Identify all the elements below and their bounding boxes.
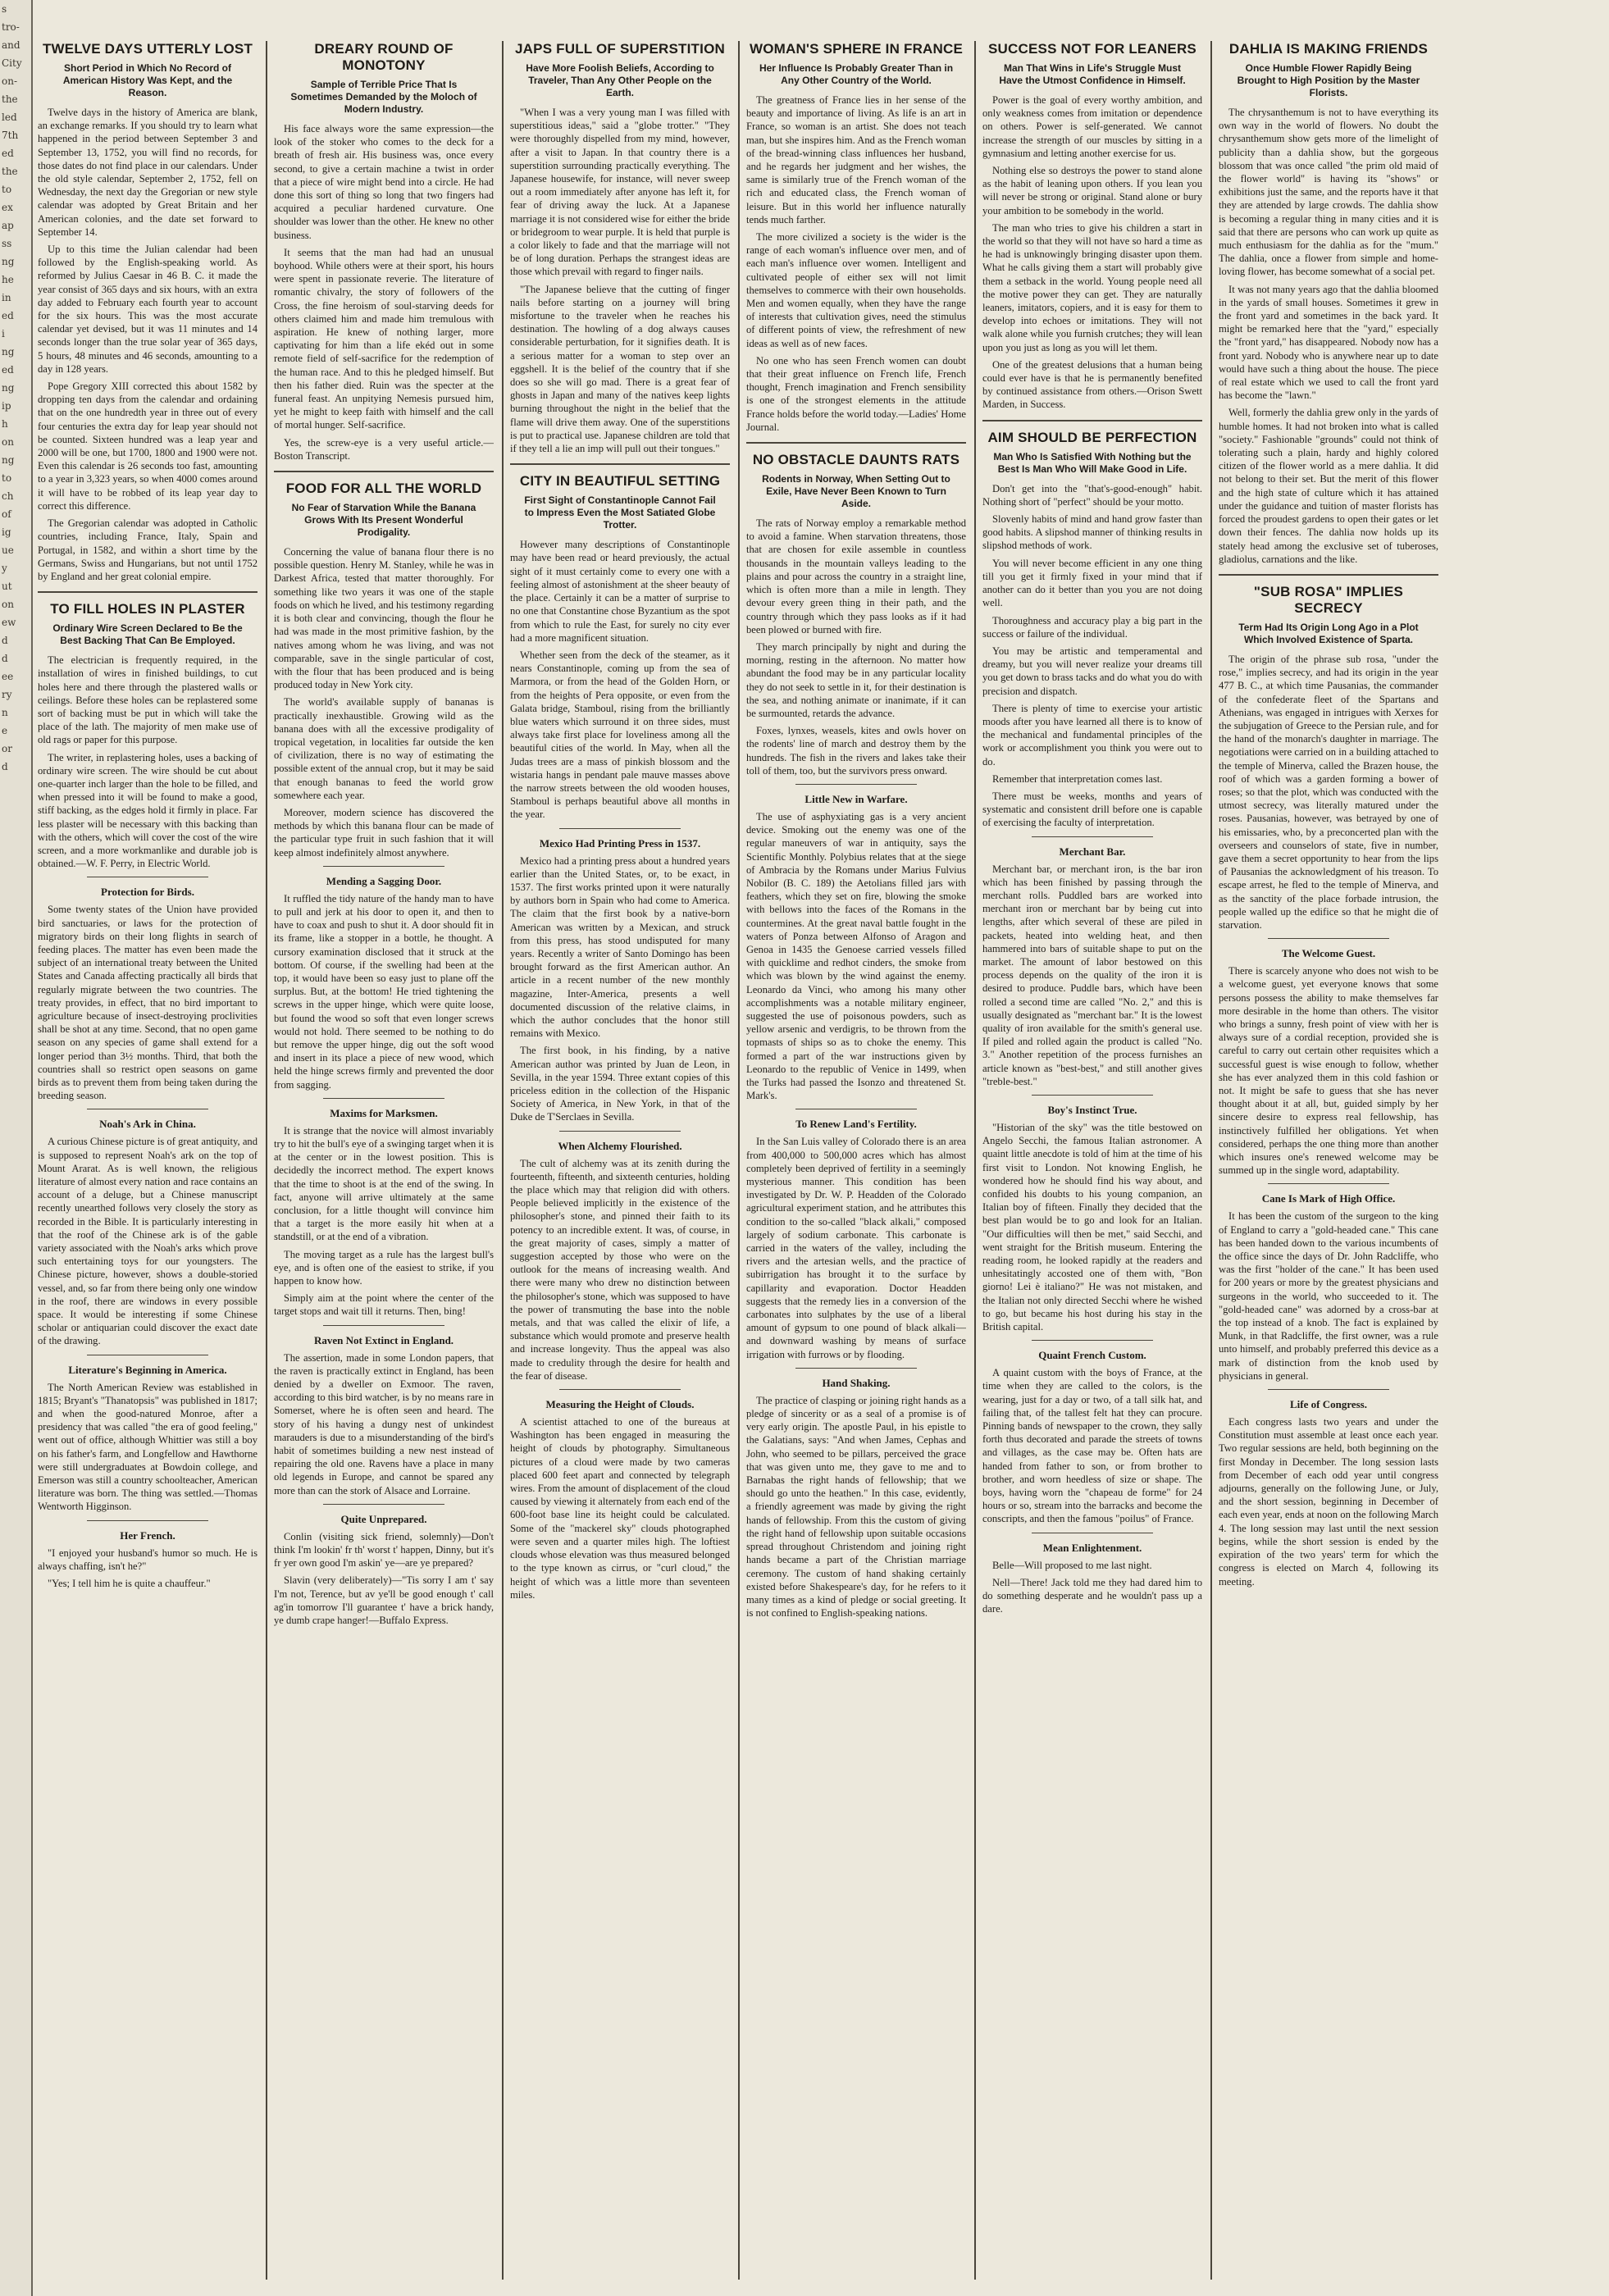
edge-fragment: h	[2, 418, 8, 430]
paragraph: There is scarcely anyone who does not wish to be a welcome guest, yet everyone knows that some persons possess the ability to make themselves far more desirable in the home than others. The visitor who brings a sunny, fresh point of view with her is always sure of a cordial reception, provided she is careful to carry out certain other requisites which a successful guest is wise enough to follow, whether she has ever analyzed them in this cold fashion or not. It might be safe to guess that she has never thought about it at all, but, guided simply by her sincere desire to express real fellowship, has instinctively fulfilled her obligations. Yet when considered, perhaps the one thing more than another which insures one's renewed welcome may be summed up in the single word, adaptability.	[1219, 965, 1438, 1177]
item-divider	[1268, 1389, 1389, 1390]
subhead: The Welcome Guest.	[1281, 947, 1376, 960]
edge-fragment: ee	[2, 671, 14, 682]
deck: No Fear of Starvation While the Banana Grows With Its Present Wonderful Prodigality.	[291, 502, 476, 539]
edge-fragment: s	[2, 3, 7, 15]
edge-fragment: on	[2, 436, 14, 448]
deck: Sample of Terrible Price That Is Sometimes Demanded by the Moloch of Modern Industry.	[290, 79, 477, 115]
item-alchemy	[510, 1140, 730, 1383]
edge-fragment: the	[2, 166, 18, 177]
paragraph: A quaint custom with the boys of France, at the time when they are called to the colors, is the wearing, just for a day or two, of a tall silk hat, and failing that, of the tallest felt hat they can procure. Pinning bands of newspaper to the crown, they sally forth thus decorated and parade the streets of towns and villages, as the case may be. Often hats are handed from father to son, or from brother to brother, and worn heedless of size or shape. The boys, having worn the "chapeau de forme" for 24 hours or so, stream into the barracks and become the conscripts, and then the famous "poilus" of France.	[982, 1367, 1202, 1525]
paragraph: The use of asphyxiating gas is a very ancient device. Smoking out the enemy was one of the regular maneuvers of war in antiquity, says the Scientific Monthly. Polybius relates that at the siege of Ambracia by the Romans under Marius Fulvius Nobilor (B. C. 189) the Aetolians filled jars with feathers, which they set on fire, blowing the smoke with bellows into the faces of the Romans in the countermines. At the great naval battle fought in the waters of Ponza between Alfonso of Aragon and Genoa in 1435 the Genoese carried vessels filled with quicklime and redhot cinders, the smoke from which was blown by the wind against the enemy. Leonardo da Vinci, who among his many other accomplishments was a notable military engineer, suggested the use of poisonous powders, such as yellow arsenic and verdigris, to be thrown from the topmasts of ships so as to choke the enemy. This formed a part of the war instructions given by Leonardo to the republic of Venice in 1499, when the Turks had passed the Isonzo and threatened St. Mark's.	[746, 810, 966, 1102]
paragraph: Conlin (visiting sick friend, solemnly)—Don't think I'm lookin' fr th' worst t' happen, Dinny, but it's fr yer own good I'm askin' ye—are ye prepared?	[274, 1530, 494, 1569]
deck: Her Influence Is Probably Greater Than in Any Other Country of the World.	[759, 62, 954, 86]
subhead: Measuring the Height of Clouds.	[545, 1398, 695, 1411]
edge-fragment: and	[2, 39, 21, 51]
item-divider	[323, 1504, 444, 1505]
item-warfare	[746, 793, 966, 1102]
paragraph: Each congress lasts two years and under the Constitution must assemble at least once each year. Two regular sessions are held, both beginning on the first Monday in December. The long session lasts from December of each odd year until congress adjourns, generally on the following June, or July, and the short session, beginning in December of each even year, ends at noon on the following March 4. The long session may last until the next session begins, while the short session is ended by the expiration of the two years' term for which the congress is elected on March 4, following its meeting.	[1219, 1416, 1438, 1588]
column-rule	[266, 41, 267, 2280]
edge-fragment: ed	[2, 148, 14, 159]
headline: "SUB ROSA" IMPLIES SECRECY	[1253, 583, 1404, 616]
paragraph: The cult of alchemy was at its zenith during the fourteenth, fifteenth, and sixteenth centuries, holding the place which may that religion did with others. People believed implicitly in the existence of the philosopher's stone, and pinned their faith to its potency to an incredible extent. It was, of course, in the great majority of cases, simply a matter of suggestion accepted by those who were on the outlook for the means of increasing wealth. And there were many who drew no distinction between the philosopher's stone, which was supposed to have the power of transmuting the base into the noble metals, and that was called the elixir of life, a substance which would promote and preserve health and increase longevity. Thus the appeal was also made to credulity through the desire for health and the fear of disease.	[510, 1157, 730, 1382]
edge-fragment: ng	[2, 256, 15, 267]
item-merchant-bar	[982, 845, 1202, 1088]
deck: Man Who Is Satisfied With Nothing but the Best Is Man Who Will Make Good in Life.	[993, 450, 1192, 475]
paragraph: Concerning the value of banana flour there is no possible question. Henry M. Stanley, while he was in Darkest Africa, tested that matter thoroughly. For something like two years it was one of the staple foods on which he lived, and his testimony regarding it is both clear and convincing, though the flour he had was made in the most primitive fashion, by the natives among whom he was living, and was not comparable, save in the single particular of cost, with the flour that has been produced and is being produced today in New York city.	[274, 546, 494, 691]
edge-fragment: 7th	[2, 130, 19, 141]
headline: SUCCESS NOT FOR LEANERS	[988, 41, 1196, 57]
edge-fragment: ng	[2, 454, 15, 466]
paragraph: No one who has seen French women can doubt that their great influence on French life, French thought, French imagination and French sensibility is one of the strongest elements in the attitude France holds before the world today.—Ladies' Home Journal.	[746, 354, 966, 433]
subhead: Boy's Instinct True.	[1047, 1104, 1137, 1116]
columns-area	[38, 41, 1596, 2280]
edge-fragment: ut	[2, 581, 12, 592]
edge-fragment: e	[2, 725, 8, 736]
item-hand-shaking	[746, 1377, 966, 1620]
edge-fragment: ew	[2, 617, 16, 628]
edge-fragment: to	[2, 472, 12, 484]
item-divider	[559, 1389, 681, 1390]
article-japs	[510, 41, 730, 455]
item-sagging-door	[274, 875, 494, 1091]
headline: TWELVE DAYS UTTERLY LOST	[42, 41, 253, 57]
item-divider	[1268, 1183, 1389, 1184]
paragraph: "When I was a very young man I was filled with superstitious ideas," said a "globe trotter." "They were thoroughly dispelled from my mind, however, after a visit to Japan. In that country there is a superstition surrounding practically everything. The Japanese housewife, for instance, will never sweep out a room immediately after anyone has left it, for fear of driving away the luck. At a Japanese marriage it is not considered wise for either the bride or bridegroom to wear purple. It is held that purple is a color likely to fade and that the marriage will not be of long duration. Perhaps the strangest ideas are those which prevail with regard to finger nails.	[510, 107, 730, 278]
paragraph: "I enjoyed your husband's humor so much. He is always chaffing, isn't he?"	[38, 1547, 258, 1572]
paragraph: The Gregorian calendar was adopted in Catholic countries, including France, Italy, Spain and Portugal, in 1582, and within a short time by the Germans, Swiss and Hungarians, but not until 1752 by England and her great colonial empire.	[38, 517, 258, 582]
paragraph: Belle—Will proposed to me last night.	[992, 1559, 1152, 1571]
column-1	[38, 41, 258, 2280]
subhead: To Renew Land's Fertility.	[795, 1118, 917, 1131]
paragraph: A curious Chinese picture is of great antiquity, and is supposed to represent Noah's ark on the top of Mount Ararat. As is well known, the religious literature of almost every nation and race contains an account of a deluge, but a Chinese manuscript recently unearthed follows very closely the story as recorded in the Bible. It is particularly interesting in that the roof of the Chinese ark is of the gable variety associated with the Noah's arks which prove such entertaining toys for our youngsters. The Chinese picture, however, shows a double-storied vessel, and, so far from there being only one window in the roof, there are windows in every possible space. It would be interesting if some Chinese scholar or antiquarian could discover the exact date of the drawing.	[38, 1136, 258, 1347]
item-literature	[38, 1364, 258, 1514]
column-3	[510, 41, 730, 2280]
article-success	[982, 41, 1202, 412]
item-boys-instinct	[982, 1104, 1202, 1333]
subhead: Her French.	[120, 1528, 175, 1542]
paragraph: The chrysanthemum is not to have everything its own way in the world of flowers. No doubt the chrysanthemum show gets more of the limelight of publicity than a dahlia show, but the gorgeous blossom that was once called "the prim old maid of the flower world" is having its "shows" or exhibitions just the same, and the reports have it that they are attended by large crowds. The dahlia show is becoming a regular thing in many cities and it is said that there are persons who can work up quite as much enthusiasm for the dahlia as for the "mum." The dahlia, once a flower from simple and home-loving flower, has become somewhat of a social pet.	[1219, 107, 1438, 278]
paragraph: "Yes; I tell him he is quite a chauffeur."	[48, 1578, 211, 1590]
item-divider	[559, 828, 681, 829]
edge-fragment: on	[2, 599, 14, 610]
subhead: Literature's Beginning in America.	[68, 1363, 227, 1376]
paragraph: Twelve days in the history of America are blank, an exchange remarks. If you should try to learn what happened in the period between September 3 and September 13, 1752, you will find no records, for those dates do not find place in our calendars. Under the old style calendar, September 2, 1752, fell on Wednesday, the next day the Gregorian or new style calendar was adopted by Great Britain and her American colonies, and the date set forward to September 14.	[38, 107, 258, 238]
paragraph: There is plenty of time to exercise your artistic moods after you have learned all there is to know of the mechanical and fundamental principles of the work or accomplishment you think you were out to do.	[982, 702, 1202, 768]
paragraph: A scientist attached to one of the bureaus at Washington has been engaged in measuring the height of clouds by photography. Simultaneous pictures of a cloud were made by two cameras placed 600 feet apart and connected by telegraph wires. From the amount of displacement of the cloud caused by viewing it alternately from each end of the 600-foot base line its height could be calculated. Some of the "mackerel sky" clouds photographed were seven and a quarter miles high. The loftiest clouds whose elevation was thus measured belonged to the type known as cirrus, or "curl cloud," the height of which was a little more than seventeen miles.	[510, 1416, 730, 1601]
column-rule	[974, 41, 976, 2280]
paragraph: "The Japanese believe that the cutting of finger nails before starting on a journey will bring misfortune to the traveler when he reaches his destination. The howling of a dog always causes considerable perturbation, for it signifies death. It is a serious matter for a woman to step over an eggshell. It is the belief of the country that if she does so she will go mad. There is a great fear of ghosts in Japan and many of the natives keep lights burning throughout the night in the belief that the flame will drive them away. One of the superstitions is put to practical use. Japanese children are told that if they tell a lie an imp will pull out their tongues."	[510, 283, 730, 455]
paragraph: Simply aim at the point where the center of the target stops and wait till it returns. Then, bing!	[274, 1292, 494, 1318]
paragraph: Slovenly habits of mind and hand grow faster than good habits. A slipshod manner of thinking results in slipshod methods of work.	[982, 513, 1202, 552]
subhead: Hand Shaking.	[822, 1376, 891, 1389]
edge-fragment: n	[2, 707, 8, 718]
article-woman-france	[746, 41, 966, 434]
column-6	[1219, 41, 1579, 2280]
article-dahlia	[1219, 41, 1438, 566]
paragraph: It has been the custom of the surgeon to the king of England to carry a "gold-headed cane." This cane has been handed down to the various incumbents of the office since the days of Dr. John Radcliffe, who was the first "holder of the cane." It has been used for 200 years or more by the greatest physicians and surgeons in the world, who succeeded to it. The "gold-headed cane" was adorned by a cross-bar at the top instead of a knob. The fact is explained by Munk, in that Radcliffe, the first owner, was a rule unto himself, and probably preferred this device as a mark of distinction from the knob used by physicians in general.	[1219, 1210, 1438, 1382]
paragraph: There must be weeks, months and years of systematic and consistent drill before one is capable of exercising the faculty of interpretation.	[982, 790, 1202, 829]
item-divider	[323, 1325, 444, 1326]
subhead: Merchant Bar.	[1059, 845, 1126, 858]
item-divider	[323, 866, 444, 867]
deck: Rodents in Norway, When Setting Out to Exile, Have Never Been Known to Turn Aside.	[762, 473, 950, 510]
paragraph: Moreover, modern science has discovered the methods by which this banana flour can be made of the particular type fruit in such fashion that it will keep almost indefinitely almost anywhere.	[274, 806, 494, 859]
paragraph: The rats of Norway employ a remarkable method to avoid a famine. When starvation threatens, those that are chosen for exile assemble in countless thousands in the mountain valleys leading to the plains and pour across the country in a straight line, which is often more than a mile in length. They devour every green thing in their path, and the country through which they pass looks as if it had been plowed or burned with fire.	[746, 517, 966, 636]
item-clouds	[510, 1398, 730, 1601]
section-divider	[746, 442, 966, 444]
subhead: Maxims for Marksmen.	[330, 1106, 438, 1119]
item-divider	[795, 784, 917, 785]
paragraph: Up to this time the Julian calendar had been followed by the English-speaking world. As reformed by Julius Caesar in 46 B. C. it made the year consist of 365 days and six hours, with an extra day added to February each fourth year to account for the six hours. This was the most accurate calendar yet devised, but it was 11 minutes and 14 seconds longer than the true solar year of 365 days, 5 hours, 48 minutes and 46 seconds, amounting to a day in 128 years.	[38, 244, 258, 375]
item-protection-birds	[38, 886, 258, 1102]
paragraph: Don't get into the "that's-good-enough" habit. Nothing short of "perfect" should be your motto.	[982, 482, 1202, 508]
column-4	[746, 41, 966, 2280]
item-unprepared	[274, 1513, 494, 1627]
paragraph: You may be artistic and temperamental and dreamy, but you will never realize your dreams till you get down to brass tacks and do what you do with precision and dispatch.	[982, 645, 1202, 697]
article-plaster	[38, 601, 258, 870]
subhead: Quite Unprepared.	[340, 1512, 427, 1525]
subhead: When Alchemy Flourished.	[558, 1139, 682, 1152]
article-food	[274, 481, 494, 859]
section-divider	[510, 463, 730, 465]
edge-fragment: of	[2, 508, 11, 520]
edge-fragment: ng	[2, 382, 15, 394]
article-perfection	[982, 430, 1202, 830]
item-land-fertility	[746, 1118, 966, 1360]
item-welcome-guest	[1219, 947, 1438, 1177]
section-divider	[38, 591, 258, 593]
edge-fragment: on-	[2, 75, 18, 87]
paragraph: The man who tries to give his children a start in the world so that they will not have so hard a time as he had is unknowingly bringing disaster upon them. What he calls giving them a start will probably give them a setback in the world. Young people need all the motive power they can get. They are naturally leaners, imitators, copiers, and it is easy for them to develop into echoes or imitations. They will not walk alone while you furnish crutches; they will lean upon you just as long as you will let them.	[982, 221, 1202, 353]
column-rule	[1210, 41, 1212, 2280]
paragraph: Thoroughness and accuracy play a big part in the success or failure of the individual.	[982, 614, 1202, 640]
paragraph: It ruffled the tidy nature of the handy man to have to pull and jerk at his door to open it, and then to have to coax and push to shut it. A door should fit in its frame, like a stopper in a bottle, he thought. A cursory examination disclosed that it struck at the bottom. Of course, if the swelling had been at the top, it would have been so easy just to plane off the surplus. But, at the bottom! He tried tightening the screws in the upper hinge, which were quite loose, but found the wood so soft that even longer screws would not hold. There seemed to be nothing to do but remove the upper hinge, dig out the soft wood and insert in its place a piece of new wood, which held the hinge screws firmly and prevented the door from sagging.	[274, 892, 494, 1091]
article-rats	[746, 452, 966, 777]
edge-fragment: he	[2, 274, 14, 285]
item-mexico-press	[510, 837, 730, 1124]
subhead: Mean Enlightenment.	[1042, 1541, 1142, 1554]
deck: Short Period in Which No Record of American History Was Kept, and the Reason.	[62, 62, 233, 98]
subhead: Quaint French Custom.	[1038, 1349, 1146, 1362]
paragraph: In the San Luis valley of Colorado there is an area from 400,000 to 500,000 acres which has almost completely been deprived of fertility in a seemingly mysterious manner. This condition has been investigated by Dr. W. P. Headden of the Colorado agricultural experiment station, and he attributes this condition to the so-called "black alkali," composed largely of sodium carbonate. This carbonate is carried in the waters of the valley, including the rivers and the artesian wells, and the practice of subirrigation has brought it to the surface by capillarity and evaporation. Doctor Headden suggests that the remedy lies in a conversion of the carbonates into sulphates by the use of a liberal amount of gypsum to one pound of black alkali—and downward washing by means of surface irrigation with furrows or by flooding.	[746, 1136, 966, 1360]
column-2	[274, 41, 494, 2280]
subhead: Mexico Had Printing Press in 1537.	[539, 836, 701, 850]
paragraph: Well, formerly the dahlia grew only in the yards of humble homes. It had not broken into what is called "society." Fashionable "grounds" could not think of tolerating such a plain, hardy and highly colored citizen of the flower world as a mere dahlia. It did not belong to their set. But the merit of this flower and the high state of culture which it has attained under the guidance and tuition of master florists has forced the proudest gardens to open their gates or let down their fences. The dahlia now holds up its stately head among the exclusive set of tuberoses, gladiolus, carnations and the like.	[1219, 407, 1438, 565]
edge-fragment: i	[2, 328, 5, 339]
subhead: Life of Congress.	[1289, 1398, 1367, 1411]
subhead: Mending a Sagging Door.	[326, 874, 442, 887]
column-rule	[502, 41, 504, 2280]
item-divider	[1032, 836, 1153, 837]
paragraph: It is strange that the novice will almost invariably try to hit the bull's eye of a swinging target when it is at the center or in the lowest position. This is decidedly the incorrect method. The expert knows that the time to shoot is at the end of the swing. In fact, anyone will arrive ultimately at the same conclusion, for a little thought will convince him that a target is the more easily hit when at a standstill, or at the end of a vibration.	[274, 1124, 494, 1243]
edge-fragment: tro-	[2, 21, 20, 33]
paragraph: His face always wore the same expression—the look of the stoker who comes to the deck for a breath of fresh air. His business was, once every second, to give a certain machine a twist in order that a piece of wire might bend into a circle. He had done this sort of thing so long that two fingers had acquired a peculiar hardened curvature. One shoulder was lower than the other. He knew no other business.	[274, 123, 494, 241]
deck: Have More Foolish Beliefs, According to Traveler, Than Any Other People on the Earth.	[526, 62, 714, 98]
edge-fragment: ip	[2, 400, 11, 412]
subhead: Noah's Ark in China.	[99, 1118, 196, 1131]
edge-fragment: d	[2, 761, 8, 772]
paragraph: The electrician is frequently required, in the installation of wires in finished buildings, to cut holes here and there through the plastered walls or ceilings. Before these holes can be replastered some sort of backing must be put in which will take the place of the lath. The majority of men make use of old rags or paper for this purpose.	[38, 654, 258, 746]
section-divider	[982, 420, 1202, 421]
headline: JAPS FULL OF SUPERSTITION	[515, 41, 725, 57]
item-her-french	[38, 1529, 258, 1591]
item-divider	[1268, 938, 1389, 939]
headline: FOOD FOR ALL THE WORLD	[285, 481, 482, 497]
paragraph: The moving target as a rule has the largest bull's eye, and is often one of the easiest to strike, if you happen to know how.	[274, 1248, 494, 1287]
item-mean-enlightenment	[982, 1542, 1202, 1616]
deck: Ordinary Wire Screen Declared to Be the Best Backing That Can Be Employed.	[52, 622, 243, 647]
column-rule	[738, 41, 740, 2280]
paragraph: One of the greatest delusions that a human being could ever have is that he is permanently benefited by continued assistance from others.—Orison Swett Marden, in Success.	[982, 358, 1202, 411]
paragraph: The writer, in replastering holes, uses a backing of ordinary wire screen. The wire should be cut about one-quarter inch larger than the hole to be filled, and when pressed into it will be found to make a good, stiff backing, as the edges hold it firmly in place. Far less plaster will be necessary with this backing than with the others, which will cover the cost of the wire screen, and a more workmanlike and durable job is obtained.—W. F. Perry, in Electric World.	[38, 751, 258, 870]
edge-fragment: to	[2, 184, 12, 195]
article-twelve-days	[38, 41, 258, 583]
paragraph: Nothing else so destroys the power to stand alone as the habit of leaning upon others. If you lean you will never be strong or original. Stand alone or bury your ambition to be somebody in the world.	[982, 165, 1202, 216]
paragraph: Slavin (very deliberately)—"Tis sorry I am t' say I'm not, Terence, but av ye'll be good enough t' call ag'in tomorrow I'll guarantee t' have a brick handy, ye dumb crape hanger!—Buffalo Express.	[274, 1574, 494, 1627]
item-divider	[1032, 1095, 1153, 1096]
paragraph: However many descriptions of Constantinople may have been read or heard previously, the actual sight of it must certainly come to every one with a feeling almost of astonishment at the sheer beauty of the place. Certainly it can be a matter of surprise to no one that Constantine chose Byzantium as the spot from which to rule the East, for surely no city ever had a more magnificent situation.	[510, 539, 730, 644]
edge-fragment: ss	[2, 238, 12, 249]
deck: Term Had Its Origin Long Ago in a Plot Which Involved Existence of Sparta.	[1238, 621, 1419, 645]
headline: DAHLIA IS MAKING FRIENDS	[1228, 41, 1429, 57]
paragraph: It seems that the man had had an unusual boyhood. While others were at their sport, his hours were spent in passionate reverie. The literature of romantic chivalry, the story of followers of the Cross, the fine heroism of soul-starving deeds for others claimed him and made him tremulous with aspiration. He knew of nothing larger, more captivating for him than a life ekéd out in some remote field of self-sacrifice for the redemption of the human race. And to this he pledged himself. But then his father died. Ruin was the specter at the funeral feast. An unpitying Nemesis pursued him, yet he might to keep faith with himself and the call of mortal hunger. Self-sacrifice.	[274, 246, 494, 431]
edge-fragment: ry	[2, 689, 12, 700]
paragraph: Merchant bar, or merchant iron, is the bar iron which has been finished by passing through the merchant rolls. Puddled bars are worked into merchant iron or merchant bar by being cut into lengths, after which several of these are piled in packets, heated into welding heat, and then hammered into bars of suitable shape to put on the market. The amount of labor bestowed on this process depends on the quality of the iron it is desired to produce. Puddle bars, which have been rolled a second time are called "No. 2," and this is usually designated as "merchant bar." It is the lowest quality of iron available for the smith's general use. If piled and rolled again the product is called "No. 3." Another repetition of the process furnishes an article known as "best-best," and still another gives "treble-best."	[982, 863, 1202, 1087]
paragraph: It was not many years ago that the dahlia bloomed in the yards of small houses. Sometimes it grew in the front yard and sometimes in the back yard. It might be remarked here that the "yard," especially the "front yard," has disappeared. Nobody now has a front yard. Nobody who is anywhere near up to date would have such a thing about the house. The piece of real estate which we used to call the front yard has become the "lawn."	[1219, 283, 1438, 402]
item-divider	[1032, 1340, 1153, 1341]
paragraph: Some twenty states of the Union have provided bird sanctuaries, or laws for the protection of migratory birds on their long flights in search of feeding places. The matter has even been made the subject of an international treaty between the United States and Canada affecting practically all birds that regularly migrate between the two countries. The treaty provides, in effect, that no bird important to agriculture because of insect-destroying proclivities shall be shot at any time. Second, that no open game season on any species of game shall extend for a longer period than 3½ months. Third, that both the countries shall so restrict open seasons on game birds as to prevent them from being taken during the breeding season.	[38, 904, 258, 1102]
article-sub-rosa	[1219, 584, 1438, 932]
paragraph: The practice of clasping or joining right hands as a pledge of sincerity or as a seal of a promise is of very early origin. The apostle Paul, in his epistle to the Galatians, says: "And when James, Cephas and John, who seemed to be pillars, perceived the grace that was given unto me, they gave to me and to Barnabas the right hands of fellowship; that we should go unto the heathen." In this case, evidently, a friendly agreement was made by giving the right hands of fellowship. From this the custom of giving the right hand of fellowship upon suitable occasions spread throughout Christendom and joining right hands became a part of the Christian marriage ceremony. The custom of hand shaking certainly existed before Shakespeare's day, for he refers to it many times as a kind of pledge or social greeting. It is not confined to English-speaking nations.	[746, 1394, 966, 1620]
edge-fragment: led	[2, 112, 17, 123]
item-raven	[274, 1334, 494, 1497]
paragraph: The origin of the phrase sub rosa, "under the rose," implies secrecy, and had its origin in the year 477 B. C., at which time Pausanias, the commander of the confederate fleet of the Spartans and Athenians, was engaged in intrigues with Xerxes for the subjugation of Greece to the Persian rule, and for the hand of the monarch's daughter in marriage. The negotiations were carried on in a building attached to the temple of Minerva, called the Brazen house, the roof of which was a garden forming a bower of roses; so that the plot, which was conducted with the utmost secrecy, was literally matured under the roses. Pausanias, however, was betrayed by one of his emissaries, who, by a preconcerted plan with the overseers and counselors of state, five in number, gave them a secret opportunity to hear from the lips of Pausanias the acknowledgment of his treason. To escape arrest, he fled to the temple of Minerva, and as the sanctity of the place forbade intrusion, the people walled up the edifice so that he might die of starvation.	[1219, 653, 1438, 931]
paragraph: The assertion, made in some London papers, that the raven is practically extinct in England, has been denied by a dweller on Exmoor. The raven, according to this bird watcher, is by no means rare in Somerset, where he is often seen and heard. The story of his having a dungy nest of unkindest marauders is due to a misunderstanding of the bird's habit of sometimes building a new nest instead of repairing the old one. Ravens have a place in many old legends in Europe, and cannot be spared any more than can the stork of Alsace and Lorraine.	[274, 1351, 494, 1496]
article-monotony	[274, 41, 494, 462]
paragraph: Nell—There! Jack told me they had dared him to do something desperate and he wouldn't pass up a dare.	[982, 1576, 1202, 1615]
edge-fragment: ap	[2, 220, 14, 231]
item-divider	[87, 1520, 208, 1521]
item-maxims	[274, 1107, 494, 1319]
section-divider	[274, 471, 494, 472]
item-life-of-congress	[1219, 1398, 1438, 1588]
paragraph: Remember that interpretation comes last.	[992, 772, 1163, 785]
item-french-custom	[982, 1349, 1202, 1525]
item-divider	[559, 1131, 681, 1132]
paragraph: The North American Review was established in 1815; Bryant's "Thanatopsis" was published in 1817; and when the good-natured Monroe, after a presidency that was called "the era of good feeling," went out of office, although Whittier was still a boy on his father's farm, and Longfellow and Hawthorne were still undergraduates at Bowdoin college, and Emerson was still a country schoolteacher, American literature was born. The thing was settled.—Thomas Wentworth Higginson.	[38, 1381, 258, 1513]
edge-fragment: ig	[2, 526, 11, 538]
subhead: Little New in Warfare.	[804, 792, 908, 805]
paragraph: Pope Gregory XIII corrected this about 1582 by dropping ten days from the calendar and ordaining that on the one hundredth year in three out of every four centuries the extra day for leap year should not be counted. Sixteen hundred was a leap year and 2000 will be one, but 1700, 1800 and 1900 were not. Even this calendar is 26 seconds too fast, amounting to a year in 3,323 years, so when 4000 comes around it will have to be robbed of its leap year day to correct this difference.	[38, 380, 258, 512]
item-divider	[323, 1098, 444, 1099]
paragraph: They march principally by night and during the morning, resting in the afternoon. No matter how abundant the food may be in any particular locality they do not seek to settle in it, for their destination is the sea, and nothing animate or inanimate, if it can be surmounted, retards the advance.	[746, 640, 966, 719]
subhead: Protection for Birds.	[101, 886, 194, 899]
edge-fragment: ex	[2, 202, 13, 213]
subhead: Raven Not Extinct in England.	[313, 1333, 454, 1346]
subhead: Cane Is Mark of High Office.	[1261, 1192, 1396, 1205]
edge-fragment: ng	[2, 346, 15, 358]
edge-fragment: ue	[2, 544, 14, 556]
paragraph: The first book, in his finding, by a native American author was printed by Juan de Leon, in Sevilla, in the year 1594. Three extant copies of this priceless edition in the collection of the Hispanic Society of America, in New York, in that of the Duke de T'Serclaes in Sevilla.	[510, 1045, 730, 1123]
item-divider	[795, 1368, 917, 1369]
deck: First Sight of Constantinople Cannot Fail to Impress Even the Most Satiated Globe Trotter.	[524, 494, 716, 531]
headline: TO FILL HOLES IN PLASTER	[50, 601, 245, 617]
paragraph: Power is the goal of every worthy ambition, and only weakness comes from imitation or dependence on others. Power is self-generated. We cannot increase the strength of our muscles by sitting in a gymnasium and letting another exercise for us.	[982, 94, 1202, 159]
edge-fragment: d	[2, 653, 8, 664]
deck: Once Humble Flower Rapidly Being Brought to High Position by the Master Florists.	[1237, 62, 1420, 98]
paragraph: Yes, the screw-eye is a very useful article.—Boston Transcript.	[274, 436, 494, 462]
paragraph: You will never become efficient in any one thing till you get it firmly fixed in your mind that if another can do it better than you you are not doing well.	[982, 557, 1202, 609]
edge-fragment: ch	[2, 490, 14, 502]
item-noahs-ark	[38, 1118, 258, 1347]
paragraph: The more civilized a society is the wider is the range of each woman's influence over men, and of each man's influence over women. Intelligent and cultivated people of either sex will not limit themselves to commerce with their own households. Men and women equally, when they have the range of interests that cultivation gives, need the stimulus of different points of view, the refreshment of new ideas as well as of new faces.	[746, 231, 966, 349]
paragraph: The greatness of France lies in her sense of the beauty and importance of living. As life is an art in France, so woman is an artist. She does not teach man, but she inspires him. And as the French woman of the bread-winning class influences her husband, and he regards her judgment and her wishes, the same is similarly true of the French woman of the rich and educated class, the French woman of leisure. But in this world her influence naturally tends much farther.	[746, 94, 966, 226]
headline: CITY IN BEAUTIFUL SETTING	[519, 473, 721, 490]
headline: WOMAN'S SPHERE IN FRANCE	[749, 41, 964, 57]
edge-fragment: d	[2, 635, 8, 646]
column-5	[982, 41, 1202, 2280]
headline: NO OBSTACLE DAUNTS RATS	[752, 452, 960, 468]
column-6-inner	[1219, 41, 1438, 1588]
edge-fragment: the	[2, 93, 18, 105]
paragraph: Whether seen from the deck of the steamer, as it nears Constantinople, coming up from the sea of Marmora, or from the head of the Golden Horn, or from the heights of Pera opposite, or even from the Galata bridge, Stamboul, rising from the brilliantly blue waters which surround it on three sides, must always take first place for loveliness among all the beautiful cities of the world. In May, when all the Judas trees are a mass of pinkish blossom and the wistaria hangs in pendant pale mauve masses above the narrow streets between the old wooden houses, Stamboul is perhaps beautiful above all months in the year.	[510, 649, 730, 821]
edge-fragment: or	[2, 743, 12, 754]
paragraph: The world's available supply of bananas is practically inexhaustible. Growing wild as the banana does with all the excessive prodigality of tropical vegetation, in localities far outside the ken of civilization, there is no way of estimating the possible extent of the annual crop, but it may be said that enough bananas to feed the world grow somewhere each year.	[274, 696, 494, 801]
paragraph: Mexico had a printing press about a hundred years earlier than the United States, or, to be exact, in 1537. The first works printed upon it were naturally by authors born in Spain who had come to America. The claim that the first book by a native-born American was written by a Mexican, and struck from this press, has stood undisputed for many years. Recently a writer of Santo Domingo has been brought forward as the first American author. An article in a recent number of the new monthly magazine, Inter-America, presents a well documented discussion of the relative claims, in which the author concludes that the honor still remains with Mexico.	[510, 854, 730, 1040]
edge-fragment: City	[2, 57, 22, 69]
item-cane	[1219, 1192, 1438, 1383]
section-divider	[1219, 574, 1438, 576]
edge-fragment: y	[2, 563, 7, 574]
article-city	[510, 473, 730, 821]
edge-fragment: in	[2, 292, 11, 303]
headline: DREARY ROUND OF MONOTONY	[314, 41, 454, 73]
adjacent-page-edge	[0, 0, 33, 2296]
edge-fragment: ed	[2, 310, 14, 321]
headline: AIM SHOULD BE PERFECTION	[987, 429, 1197, 445]
paragraph: Foxes, lynxes, weasels, kites and owls hover on the rodents' line of march and destroy them by the hundreds. The fish in the rivers and lakes take their toll of them, too, but the survivors press onward.	[746, 725, 966, 777]
deck: Man That Wins in Life's Struggle Must Have the Utmost Confidence in Himself.	[999, 62, 1186, 86]
edge-fragment: ed	[2, 364, 14, 376]
paragraph: "Historian of the sky" was the title bestowed on Angelo Secchi, the famous Italian astronomer. A quaint little anecdote is told of him at the time of his first visit to London. Not knowing English, he wondered how he should find his way about, and confided his doubts to his young companion, an Italian boy of fifteen. Finally they decided that the best plan would be to go and look for an Italian. "Our difficulties will then be met," said Secchi, and went straight for the British museum. Entering the reading room, he looked rapidly at the readers and unhesitatingly accosted one of them with, "Bon giorno! Lei è italiano?" He was not mistaken, and the Italian not only directed Secchi where he wished to go, but became his host during his stay in the British capital.	[982, 1122, 1202, 1333]
